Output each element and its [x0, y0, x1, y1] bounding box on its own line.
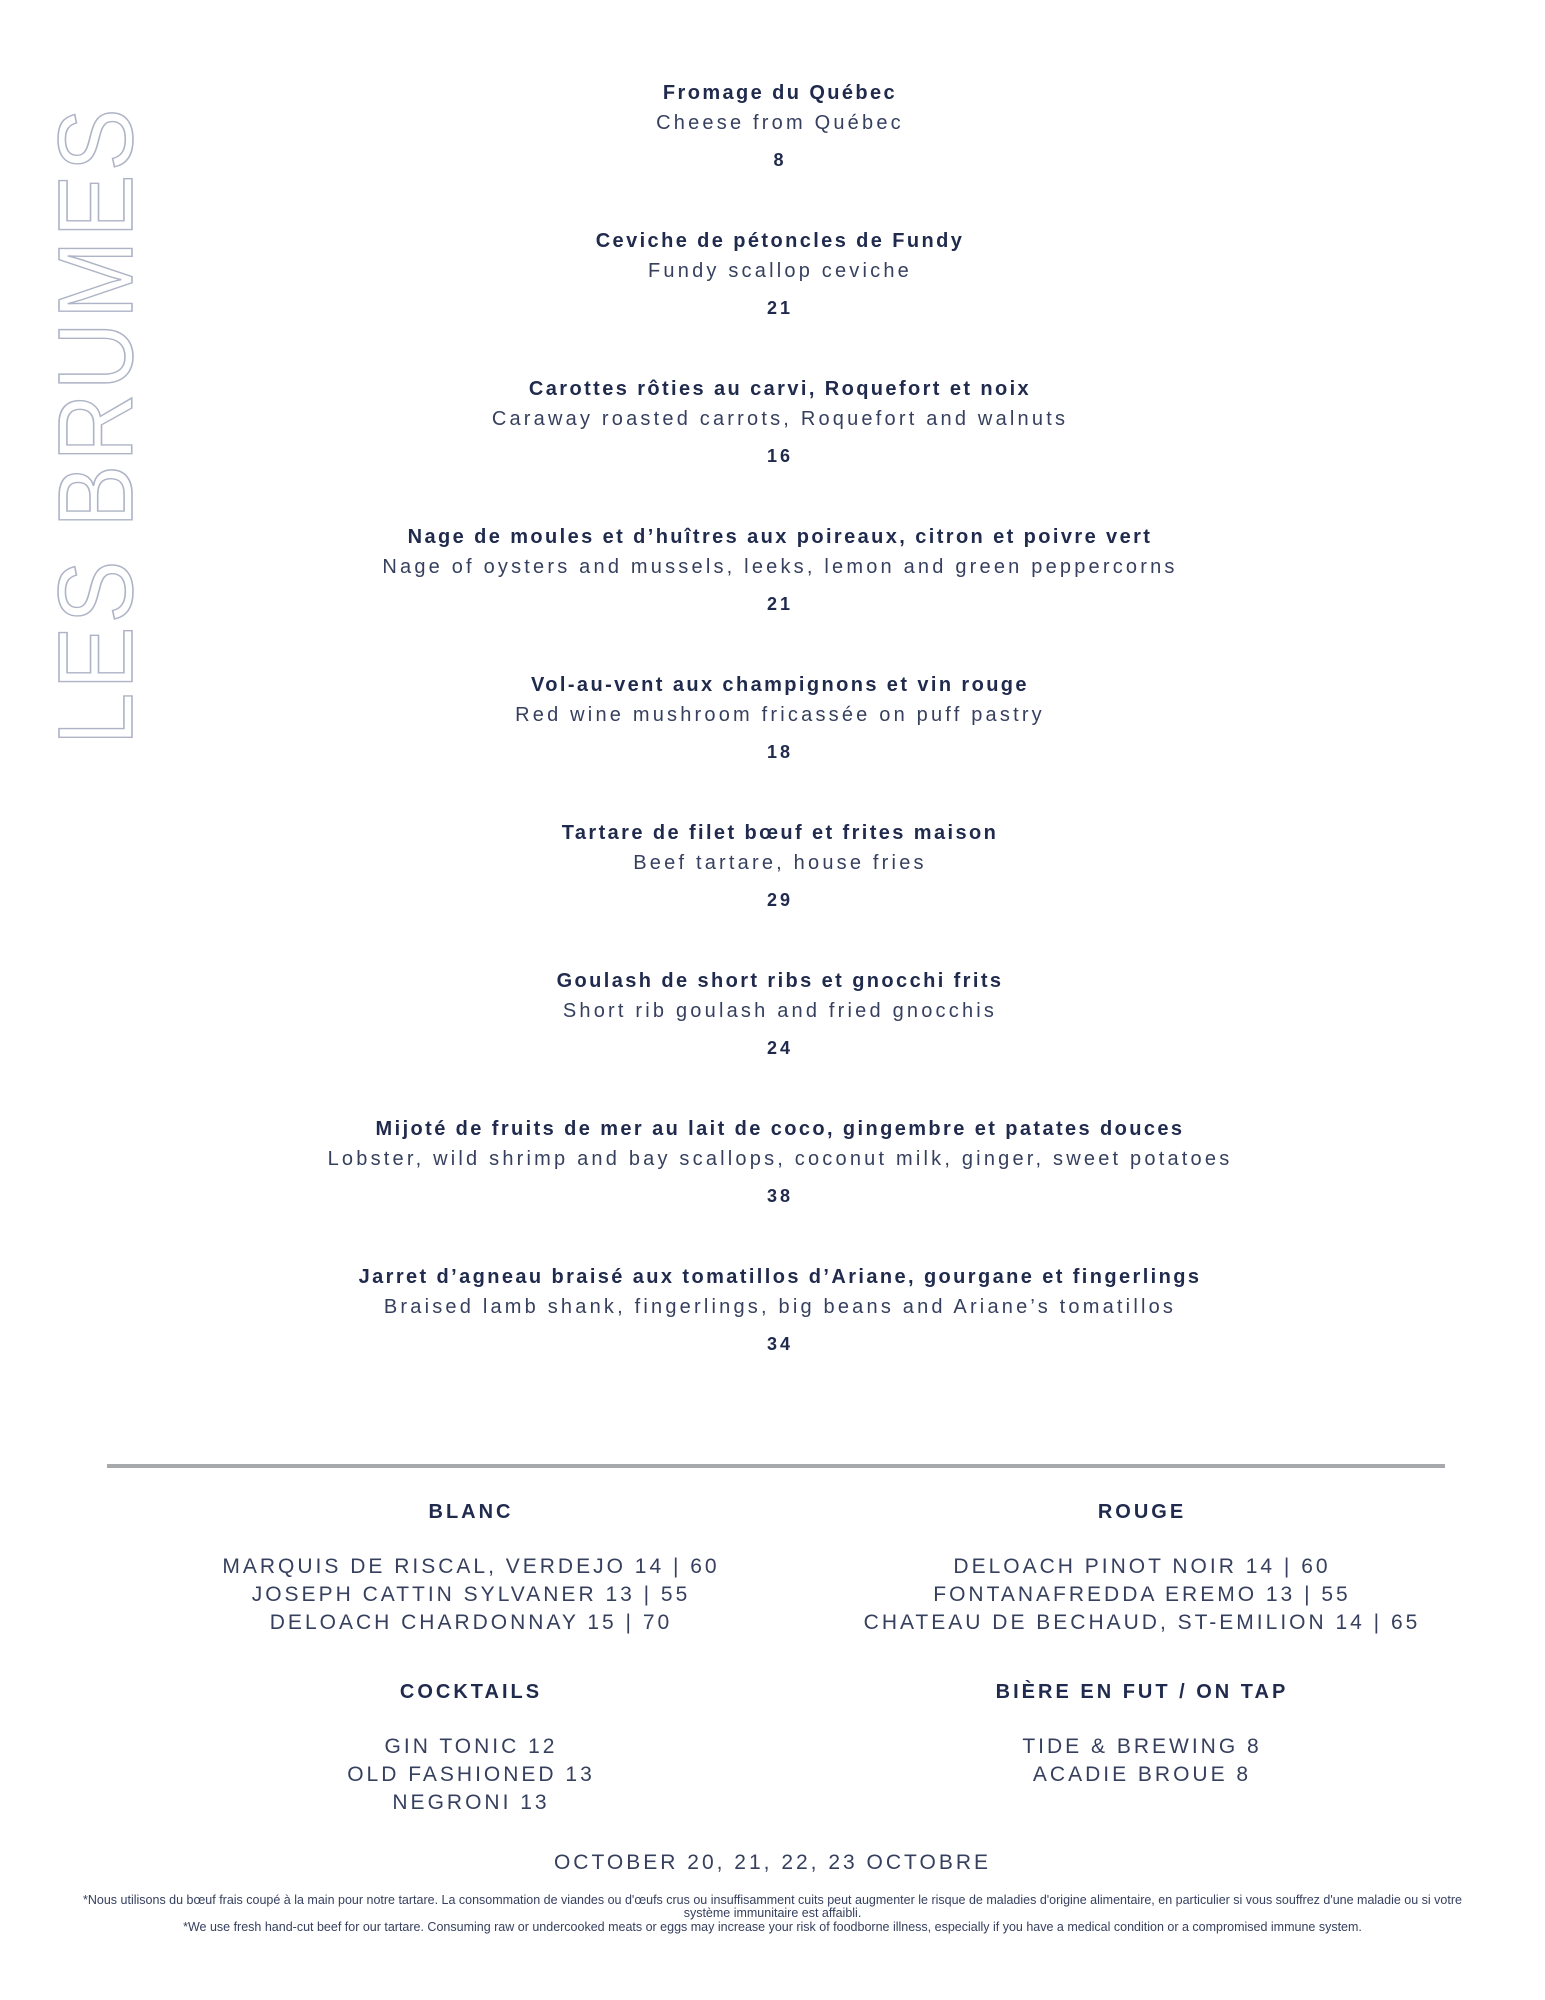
- cocktails-section: [151, 1677, 791, 1817]
- drink-line: GIN TONIC 12: [384, 1735, 558, 1758]
- drink-line: NEGRONI 13: [392, 1791, 550, 1814]
- drink-line: OLD FASHIONED 13: [347, 1763, 595, 1786]
- dish-name-en: Short rib goulash and fried gnocchis: [562, 1000, 998, 1022]
- brand-title-text: LES BRUMES: [37, 21, 155, 745]
- dish-price: 8: [773, 150, 787, 170]
- drink-line: MARQUIS DE RISCAL, VERDEJO 14 | 60: [222, 1555, 720, 1578]
- red-wine-title: ROUGE: [1097, 1501, 1187, 1523]
- menu-item: [280, 1262, 1280, 1410]
- footnotes: [60, 1894, 1485, 1934]
- dish-name-en: Lobster, wild shrimp and bay scallops, coconut milk, ginger, sweet potatoes: [327, 1148, 1233, 1170]
- menu-item: [280, 374, 1280, 522]
- drink-line: ACADIE BROUE 8: [1032, 1763, 1252, 1786]
- dish-name-fr: Carottes rôties au carvi, Roquefort et noix: [528, 378, 1032, 400]
- white-wine-title: BLANC: [428, 1501, 514, 1523]
- drink-line: DELOACH CHARDONNAY 15 | 70: [269, 1611, 673, 1634]
- dish-name-fr: Jarret d’agneau braisé aux tomatillos d’Ariane, gourgane et fingerlings: [358, 1266, 1202, 1288]
- drink-line: FONTANAFREDDA EREMO 13 | 55: [933, 1583, 1351, 1606]
- brand-title-svg: [37, 21, 155, 750]
- dish-price: 16: [766, 446, 794, 466]
- dish-name-fr: Ceviche de pétoncles de Fundy: [595, 230, 965, 252]
- beer-section: [822, 1677, 1462, 1789]
- menu-item: [280, 670, 1280, 818]
- event-dates: OCTOBER 20, 21, 22, 23 OCTOBRE: [553, 1851, 992, 1874]
- drink-line: JOSEPH CATTIN SYLVANER 13 | 55: [251, 1583, 691, 1606]
- dish-price: 38: [766, 1186, 794, 1206]
- dish-price: 21: [766, 298, 794, 318]
- menu-item: [280, 226, 1280, 374]
- dish-name-fr: Mijoté de fruits de mer au lait de coco, gingembre et patates douces: [375, 1118, 1185, 1140]
- dish-name-en: Nage of oysters and mussels, leeks, lemon and green peppercorns: [382, 556, 1178, 578]
- drink-line: TIDE & BREWING 8: [1022, 1735, 1262, 1758]
- menu-item: [280, 78, 1280, 226]
- footnote-fr: *Nous utilisons du bœuf frais coupé à la main pour notre tartare. La consommation de viandes ou d'œufs crus ou insuffisamment cuits peut augmenter le risque de maladies d'origine alimentaire, en particulier si vous souffrez d'une maladie ou si votre système immunitaire est affaibli.: [83, 1893, 1462, 1920]
- dish-name-en: Caraway roasted carrots, Roquefort and walnuts: [491, 408, 1069, 430]
- section-divider: [107, 1464, 1445, 1468]
- dish-price: 21: [766, 594, 794, 614]
- menu-item: [280, 1114, 1280, 1262]
- footnote-en: *We use fresh hand-cut beef for our tartare. Consuming raw or undercooked meats or eggs may increase your risk of foodborne illness, especially if you have a medical condition or a compromised immune system.: [183, 1920, 1362, 1934]
- dish-name-fr: Vol-au-vent aux champignons et vin rouge: [531, 674, 1029, 696]
- menu-item: [280, 818, 1280, 966]
- dish-name-en: Beef tartare, house fries: [633, 852, 927, 874]
- food-menu: [280, 78, 1280, 1410]
- menu-item: [280, 966, 1280, 1114]
- dish-name-en: Braised lamb shank, fingerlings, big beans and Ariane’s tomatillos: [383, 1296, 1177, 1318]
- menu-item: [280, 522, 1280, 670]
- dish-name-fr: Tartare de filet bœuf et frites maison: [561, 822, 999, 844]
- dish-name-en: Red wine mushroom fricassée on puff pastry: [515, 704, 1045, 726]
- dish-price: 24: [766, 1038, 794, 1058]
- white-wine-section: [151, 1497, 791, 1637]
- brand-title: [37, 21, 155, 750]
- dish-name-en: Fundy scallop ceviche: [648, 260, 912, 282]
- dish-name-fr: Fromage du Québec: [662, 82, 898, 104]
- drink-line: CHATEAU DE BECHAUD, ST-EMILION 14 | 65: [863, 1611, 1421, 1634]
- dish-name-fr: Nage de moules et d’huîtres aux poireaux, citron et poivre vert: [407, 526, 1153, 548]
- dish-name-fr: Goulash de short ribs et gnocchi frits: [556, 970, 1004, 992]
- beer-title: BIÈRE EN FUT / ON TAP: [995, 1681, 1289, 1703]
- cocktails-title: COCKTAILS: [399, 1681, 543, 1703]
- dish-price: 34: [766, 1334, 794, 1354]
- dish-name-en: Cheese from Québec: [656, 112, 904, 134]
- dish-price: 29: [766, 890, 794, 910]
- drink-line: DELOACH PINOT NOIR 14 | 60: [953, 1555, 1331, 1578]
- dish-price: 18: [766, 742, 794, 762]
- red-wine-section: [822, 1497, 1462, 1637]
